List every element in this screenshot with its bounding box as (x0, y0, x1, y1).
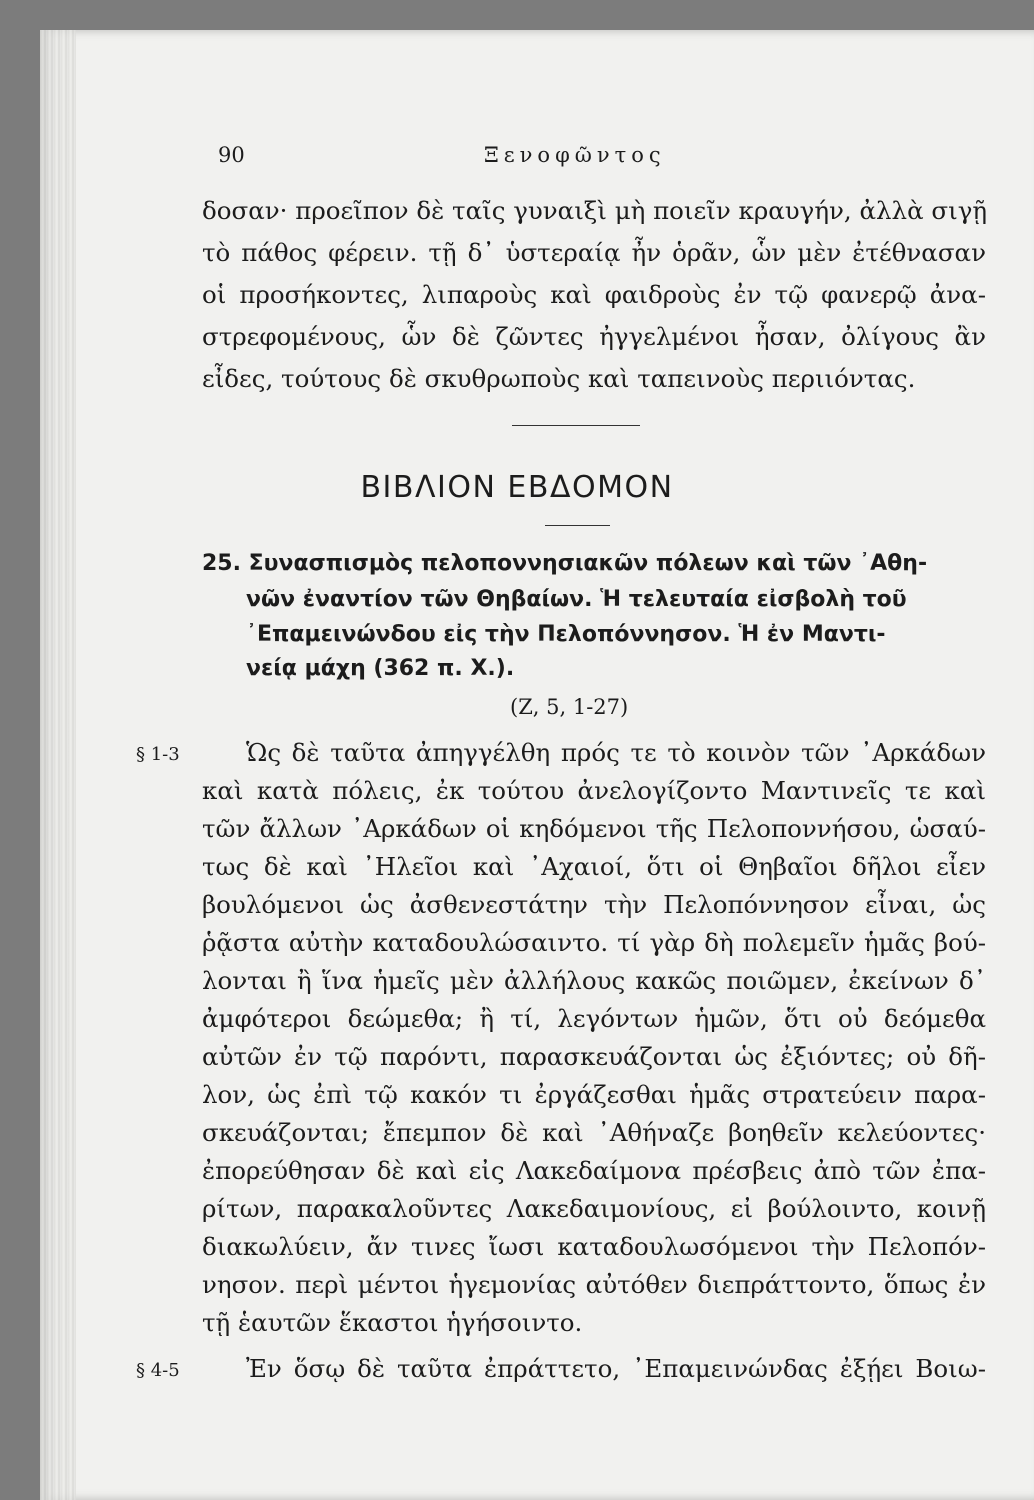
text-line: διακωλύειν, ἄν τινες ἴωσι καταδουλωσόμενοι τὴν Πελοπόν- (202, 1232, 986, 1261)
text-line: ἀμφότεροι δεώμεθα; ἢ τί, λεγόντων ἡμῶν, ὅτι οὐ δεόμεθα (202, 1004, 986, 1033)
text-line: ρίτων, παρακαλοῦντες Λακεδαιμονίους, εἰ βούλοιντο, κοινῇ (202, 1194, 986, 1223)
source-reference: (Ζ, 5, 1-27) (510, 695, 629, 719)
section-heading-line: 25. Συνασπισμὸς πελοποννησιακῶν πόλεων καὶ τῶν ᾿Αθη- (202, 551, 928, 576)
text-line: ῥᾷστα αὐτὴν καταδουλώσαιντο. τί γὰρ δὴ πολεμεῖν ἡμᾶς βού- (202, 928, 986, 957)
text-line: Ὡς δὲ ταῦτα ἀπηγγέλθη πρός τε τὸ κοινὸν τῶν ᾿Αρκάδων (246, 738, 986, 767)
text-line: ἐπορεύθησαν δὲ καὶ εἰς Λακεδαίμονα πρέσβεις ἀπὸ τῶν ἐπα- (202, 1156, 986, 1185)
running-title: Ξενοφῶντος (484, 143, 666, 167)
text-line: οἱ προσήκοντες, λιπαροὺς καὶ φαιδροὺς ἐν τῷ φανερῷ ἀνα- (202, 280, 986, 309)
text-line: Ἐν ὅσῳ δὲ ταῦτα ἐπράττετο, ᾿Επαμεινώνδας ἐξῄει Βοιω- (246, 1354, 986, 1383)
text-line: τως δὲ καὶ ᾿Ηλεῖοι καὶ ᾿Αχαιοί, ὅτι οἱ Θηβαῖοι δῆλοι εἶεν (202, 852, 986, 881)
section-heading-line: νῶν ἐναντίον τῶν Θηβαίων. Ἡ τελευταία εἰσβολὴ τοῦ (246, 587, 907, 612)
text-line: αὐτῶν ἐν τῷ παρόντι, παρασκευάζονται ὡς ἐξιόντες; οὐ δῆ- (202, 1042, 986, 1071)
text-line: σκευάζονται; ἔπεμπον δὲ καὶ ᾿Αθήναζε βοηθεῖν κελεύοντες· (202, 1118, 986, 1147)
page-number: 90 (218, 143, 245, 167)
text-line: εἶδες, τούτους δὲ σκυθρωποὺς καὶ ταπεινοὺς περιιόντας. (202, 364, 916, 393)
text-line: λονται ἢ ἵνα ἡμεῖς μὲν ἀλλήλους κακῶς ποιῶμεν, ἐκείνων δ᾽ (202, 966, 986, 995)
title-underline (545, 525, 610, 526)
text-line: δοσαν· προεῖπον δὲ ταῖς γυναιξὶ μὴ ποιεῖν κραυγήν, ἀλλὰ σιγῇ (202, 196, 988, 225)
text-line: νησον. περὶ μέντοι ἡγεμονίας αὐτόθεν διεπράττοντο, ὅπως ἐν (202, 1270, 986, 1299)
text-line: τῶν ἄλλων ᾿Αρκάδων οἱ κηδόμενοι τῆς Πελοποννήσου, ὡσαύ- (202, 814, 986, 843)
text-line: καὶ κατὰ πόλεις, ἐκ τούτου ἀνελογίζοντο Μαντινεῖς τε καὶ (202, 776, 986, 805)
margin-note: § 1-3 (136, 744, 180, 765)
text-line: τῇ ἑαυτῶν ἕκαστοι ἡγήσοιντο. (202, 1308, 583, 1337)
text-line: τὸ πάθος φέρειν. τῇ δ᾽ ὑστεραίᾳ ἦν ὁρᾶν, ὧν μὲν ἐτέθνασαν (202, 238, 986, 267)
text-line: στρεφομένους, ὧν δὲ ζῶντες ἠγγελμένοι ἦσαν, ὀλίγους ἂν (202, 322, 986, 351)
separator-rule (512, 425, 640, 426)
margin-note: § 4-5 (136, 1360, 180, 1381)
section-heading-line: ᾿Επαμεινώνδου εἰς τὴν Πελοπόννησον. Ἡ ἐν Μαντι- (246, 622, 886, 647)
section-heading-line: νείᾳ μάχη (362 π. Χ.). (246, 656, 515, 681)
text-line: βουλόμενοι ὡς ἀσθενεστάτην τὴν Πελοπόννησον εἶναι, ὡς (202, 890, 986, 919)
text-line: λον, ὡς ἐπὶ τῷ κακόν τι ἐργάζεσθαι ἡμᾶς στρατεύειν παρα- (202, 1080, 986, 1109)
book-title: ΒΙΒΛΙΟΝ ΕΒΔΟΜΟΝ (360, 470, 674, 505)
